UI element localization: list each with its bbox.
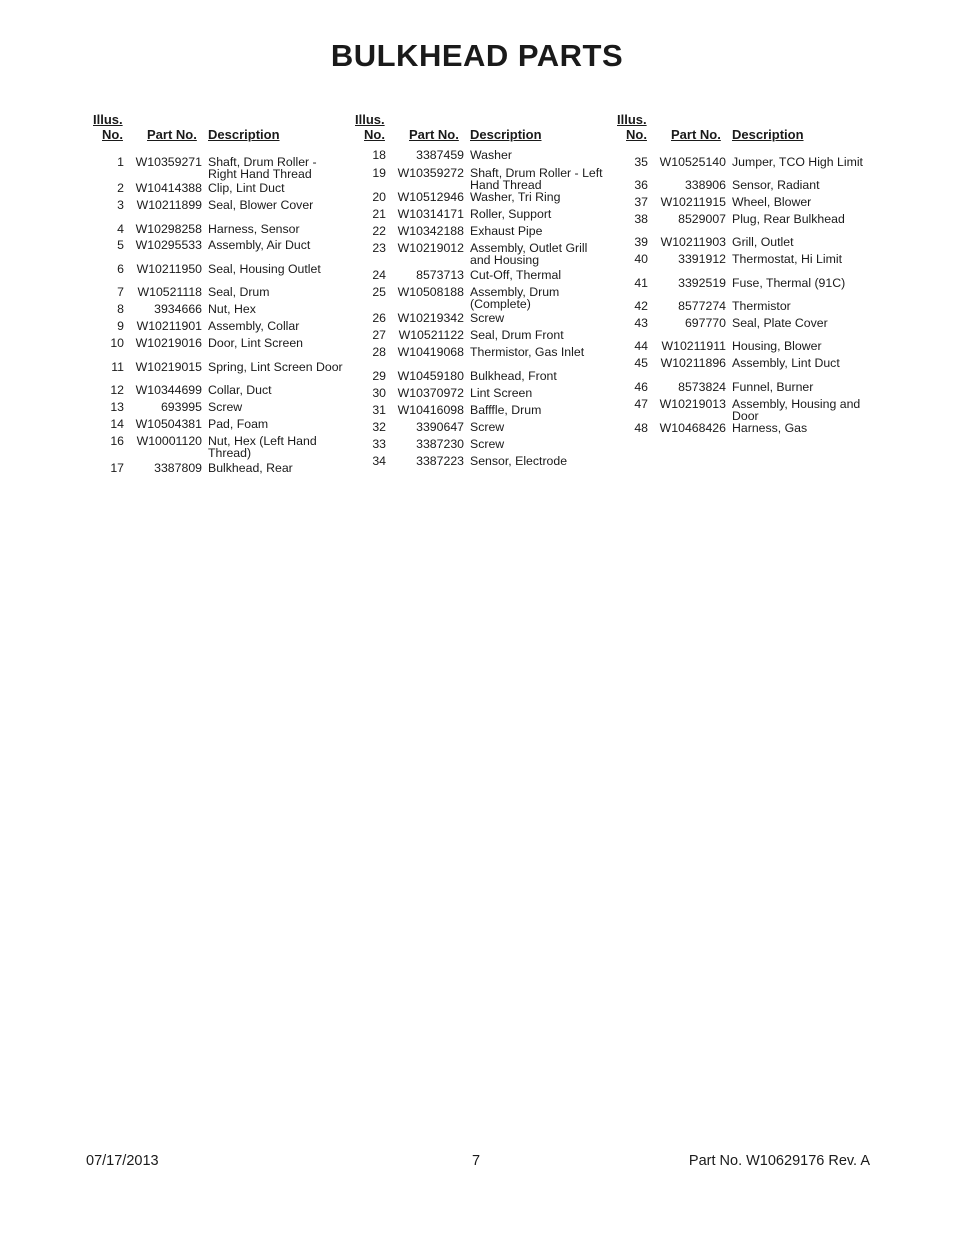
illus-number: 40 xyxy=(634,252,648,266)
illus-number: 10 xyxy=(110,336,124,350)
part-description: Wheel, Blower xyxy=(732,195,812,209)
part-description: Jumper, TCO High Limit xyxy=(732,155,863,169)
footer-page-number: 7 xyxy=(472,1153,481,1169)
illus-number: 38 xyxy=(634,212,648,226)
header-part-no: Part No. xyxy=(671,127,721,142)
part-number: W10344699 xyxy=(135,383,202,397)
part-description: Pad, Foam xyxy=(208,417,269,431)
header-illus: Illus. xyxy=(355,112,385,127)
illus-number: 6 xyxy=(117,262,124,276)
footer-date: 07/17/2013 xyxy=(86,1153,159,1169)
illus-number: 33 xyxy=(372,437,386,451)
illus-number: 17 xyxy=(110,461,124,475)
part-number: W10211901 xyxy=(136,319,202,333)
part-number: 3387223 xyxy=(416,454,464,468)
part-number: W10001120 xyxy=(136,434,202,448)
illus-number: 27 xyxy=(372,328,386,342)
part-description: Spring, Lint Screen Door xyxy=(208,360,343,374)
illus-number: 48 xyxy=(634,421,648,435)
part-description: Thermistor, Gas Inlet xyxy=(470,345,585,359)
illus-number: 21 xyxy=(372,207,386,221)
illus-number: 1 xyxy=(117,155,124,169)
part-description: Bulkhead, Front xyxy=(470,369,557,383)
part-description: Assembly, Lint Duct xyxy=(732,356,840,370)
footer-part-revision: Part No. W10629176 Rev. A xyxy=(688,1153,870,1169)
part-description: Sensor, Radiant xyxy=(732,178,820,192)
part-number: W10295533 xyxy=(135,238,202,252)
part-number: 8577274 xyxy=(678,299,726,313)
part-description: Screw xyxy=(470,420,505,434)
part-description: Nut, Hex (Left Hand Thread) xyxy=(208,434,317,460)
part-description: Screw xyxy=(208,400,243,414)
part-number: W10298258 xyxy=(135,222,202,236)
part-description: Nut, Hex xyxy=(208,302,256,316)
header-no: No. xyxy=(626,127,647,142)
part-description: Seal, Drum Front xyxy=(470,328,564,342)
illus-number: 28 xyxy=(372,345,386,359)
part-description: Screw xyxy=(470,437,505,451)
illus-number: 14 xyxy=(110,417,124,431)
part-number: 338906 xyxy=(684,178,726,192)
part-number: 8529007 xyxy=(678,212,726,226)
header-part-no: Part No. xyxy=(409,127,459,142)
illus-number: 25 xyxy=(372,285,386,299)
illus-number: 16 xyxy=(110,434,124,448)
part-description: Washer xyxy=(470,148,512,162)
part-number: 8573713 xyxy=(416,268,464,282)
illus-number: 39 xyxy=(634,235,648,249)
part-description: Screw xyxy=(470,311,505,325)
part-description: Grill, Outlet xyxy=(732,235,794,249)
illus-number: 44 xyxy=(634,339,648,353)
part-number: W10219013 xyxy=(659,397,726,411)
part-number: W10521118 xyxy=(137,285,202,299)
part-number: W10521122 xyxy=(398,328,464,342)
part-number: W10468426 xyxy=(659,421,726,435)
part-number: W10525140 xyxy=(659,155,726,169)
part-description: Bafffle, Drum xyxy=(470,403,542,417)
part-number: W10512946 xyxy=(397,190,464,204)
illus-number: 12 xyxy=(110,383,124,397)
part-description: Thermistor xyxy=(732,299,791,313)
illus-number: 41 xyxy=(634,276,648,290)
part-number: W10370972 xyxy=(397,386,464,400)
part-description: Clip, Lint Duct xyxy=(208,181,285,195)
illus-number: 11 xyxy=(111,360,124,374)
part-description: Funnel, Burner xyxy=(732,380,814,394)
part-number: W10314171 xyxy=(397,207,464,221)
illus-number: 22 xyxy=(372,224,386,238)
part-number: W10508188 xyxy=(397,285,464,299)
part-number: 3934666 xyxy=(154,302,202,316)
part-number: W10359272 xyxy=(397,166,464,180)
illus-number: 46 xyxy=(634,380,648,394)
illus-number: 43 xyxy=(634,316,648,330)
part-number: 693995 xyxy=(160,400,202,414)
illus-number: 31 xyxy=(372,403,386,417)
part-number: 3387809 xyxy=(154,461,202,475)
illus-number: 30 xyxy=(372,386,386,400)
header-description: Description xyxy=(732,127,804,142)
part-number: W10219342 xyxy=(397,311,464,325)
header-description: Description xyxy=(470,127,542,142)
part-number: W10219016 xyxy=(135,336,202,350)
part-number: W10219015 xyxy=(135,360,202,374)
part-number: W10342188 xyxy=(397,224,464,238)
part-number: 8573824 xyxy=(678,380,726,394)
part-number: W10414388 xyxy=(135,181,202,195)
part-description: Seal, Drum xyxy=(208,285,270,299)
illus-number: 3 xyxy=(117,198,124,212)
part-description: Door, Lint Screen xyxy=(208,336,304,350)
illus-number: 29 xyxy=(372,369,386,383)
part-number: 3392519 xyxy=(678,276,726,290)
header-part-no: Part No. xyxy=(147,127,197,142)
illus-number: 42 xyxy=(634,299,648,313)
header-no: No. xyxy=(102,127,123,142)
part-description: Assembly, Collar xyxy=(208,319,300,333)
part-description: Thermostat, Hi Limit xyxy=(732,252,843,266)
part-number: W10504381 xyxy=(135,417,202,431)
illus-number: 36 xyxy=(634,178,648,192)
part-description: Roller, Support xyxy=(470,207,552,221)
header-illus: Illus. xyxy=(617,112,647,127)
part-description: Assembly, Housing and Door xyxy=(732,397,861,423)
part-description: Shaft, Drum Roller - Right Hand Thread xyxy=(208,155,317,181)
illus-number: 18 xyxy=(372,148,386,162)
part-number: W10211896 xyxy=(660,356,726,370)
part-number: W10219012 xyxy=(397,241,464,255)
part-description: Washer, Tri Ring xyxy=(470,190,561,204)
part-number: 3387230 xyxy=(416,437,464,451)
part-number: W10211911 xyxy=(661,339,726,353)
illus-number: 26 xyxy=(372,311,386,325)
illus-number: 19 xyxy=(372,166,386,180)
illus-number: 2 xyxy=(117,181,124,195)
illus-number: 23 xyxy=(372,241,386,255)
part-description: Plug, Rear Bulkhead xyxy=(732,212,845,226)
header-description: Description xyxy=(208,127,280,142)
part-description: Housing, Blower xyxy=(732,339,822,353)
header-no: No. xyxy=(364,127,385,142)
header-illus: Illus. xyxy=(93,112,123,127)
illus-number: 35 xyxy=(634,155,648,169)
part-number: 697770 xyxy=(684,316,726,330)
illus-number: 20 xyxy=(372,190,386,204)
illus-number: 8 xyxy=(117,302,124,316)
part-description: Collar, Duct xyxy=(208,383,272,397)
page-title: BULKHEAD PARTS xyxy=(330,38,624,73)
part-description: Seal, Blower Cover xyxy=(208,198,314,212)
part-description: Lint Screen xyxy=(470,386,533,400)
part-description: Bulkhead, Rear xyxy=(208,461,293,475)
part-number: 3387459 xyxy=(416,148,464,162)
illus-number: 4 xyxy=(117,222,124,236)
part-description: Harness, Sensor xyxy=(208,222,300,236)
part-number: 3391912 xyxy=(678,252,726,266)
part-description: Sensor, Electrode xyxy=(470,454,568,468)
part-number: W10211950 xyxy=(136,262,202,276)
illus-number: 24 xyxy=(372,268,386,282)
part-description: Shaft, Drum Roller - Left Hand Thread xyxy=(470,166,603,192)
part-description: Seal, Plate Cover xyxy=(732,316,828,330)
part-number: W10211915 xyxy=(660,195,726,209)
illus-number: 13 xyxy=(110,400,124,414)
part-description: Seal, Housing Outlet xyxy=(208,262,321,276)
illus-number: 37 xyxy=(634,195,648,209)
illus-number: 45 xyxy=(634,356,648,370)
illus-number: 47 xyxy=(634,397,648,411)
part-number: W10459180 xyxy=(397,369,464,383)
part-number: W10211899 xyxy=(136,198,202,212)
part-description: Exhaust Pipe xyxy=(470,224,543,238)
part-description: Harness, Gas xyxy=(732,421,808,435)
part-number: 3390647 xyxy=(416,420,464,434)
illus-number: 32 xyxy=(372,420,386,434)
illus-number: 9 xyxy=(117,319,124,333)
part-description: Cut-Off, Thermal xyxy=(470,268,562,282)
part-number: W10416098 xyxy=(397,403,464,417)
part-description: Assembly, Outlet Grill and Housing xyxy=(470,241,588,267)
part-description: Assembly, Drum (Complete) xyxy=(470,285,560,311)
part-description: Assembly, Air Duct xyxy=(208,238,311,252)
illus-number: 7 xyxy=(117,285,124,299)
illus-number: 34 xyxy=(372,454,386,468)
part-number: W10419068 xyxy=(397,345,464,359)
part-number: W10359271 xyxy=(135,155,202,169)
part-number: W10211903 xyxy=(660,235,726,249)
illus-number: 5 xyxy=(117,238,124,252)
part-description: Fuse, Thermal (91C) xyxy=(732,276,846,290)
